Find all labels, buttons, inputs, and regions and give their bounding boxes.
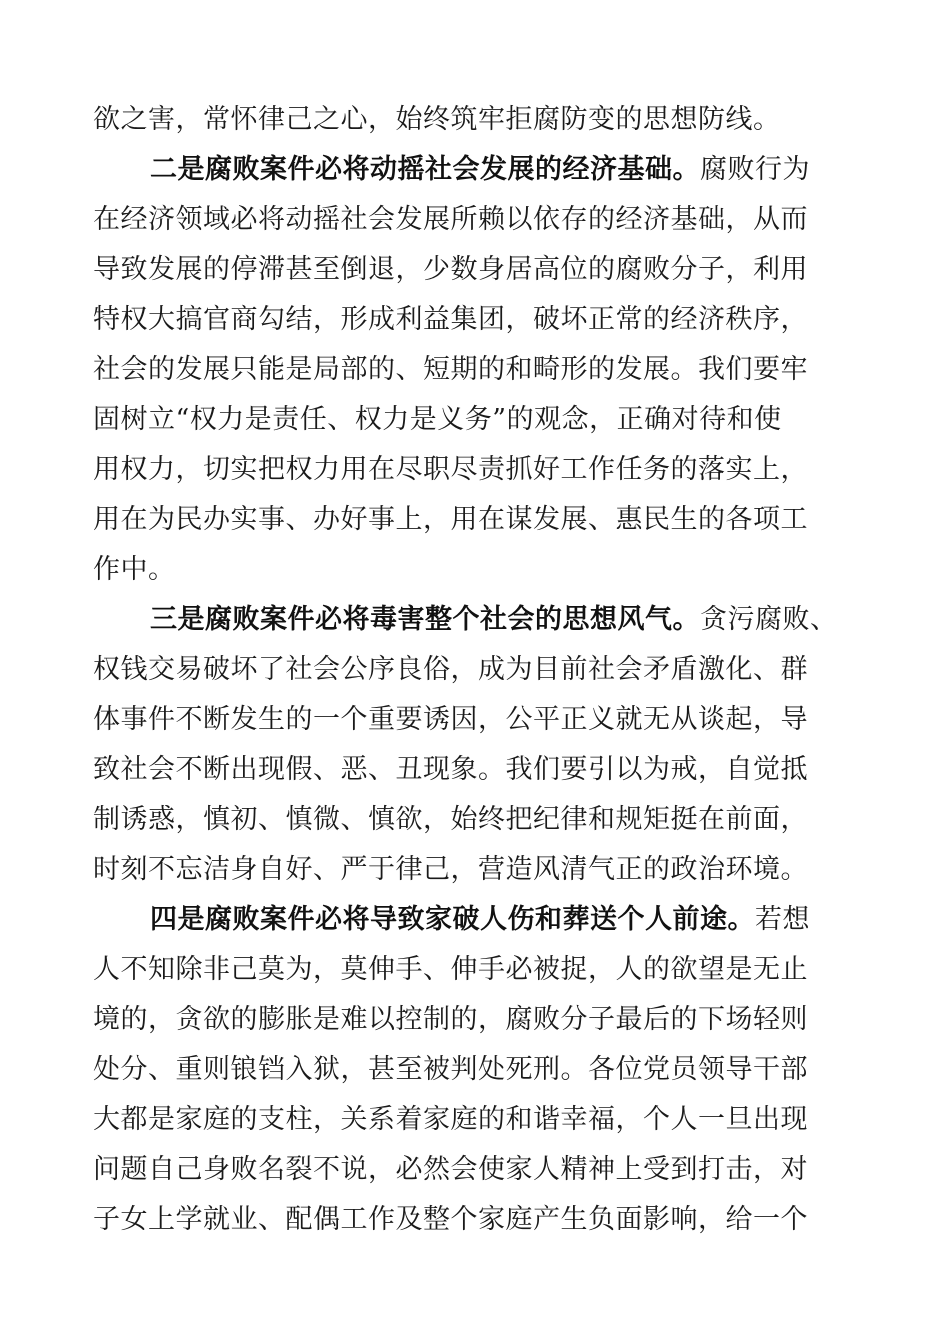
text-line: 致社会不断出现假、恶、丑现象。我们要引以为戒，自觉抵 xyxy=(93,754,808,785)
text-line: 作中。 xyxy=(93,554,176,585)
paragraph-first-line xyxy=(150,900,810,940)
text-line: 导致发展的停滞甚至倒退，少数身居高位的腐败分子，利用 xyxy=(93,254,808,285)
paragraph-heading: 四是腐败案件必将导致家破人伤和葬送个人前途。 xyxy=(150,904,755,935)
paragraph-text: 腐败行为 xyxy=(700,154,810,185)
paragraph-heading: 三是腐败案件必将毒害整个社会的思想风气。 xyxy=(150,604,700,635)
text-line: 大都是家庭的支柱，关系着家庭的和谐幸福，个人一旦出现 xyxy=(93,1104,808,1135)
paragraph-first-line xyxy=(150,600,838,640)
text-line: 欲之害，常怀律己之心，始终筑牢拒腐防变的思想防线。 xyxy=(93,104,781,135)
text-line: 时刻不忘洁身自好、严于律己，营造风清气正的政治环境。 xyxy=(93,854,808,885)
text-line: 固树立“权力是责任、权力是义务”的观念，正确对待和使 xyxy=(93,404,782,435)
text-line: 子女上学就业、配偶工作及整个家庭产生负面影响，给一个 xyxy=(93,1204,808,1235)
text-line: 体事件不断发生的一个重要诱因，公平正义就无从谈起，导 xyxy=(93,704,808,735)
text-line: 权钱交易破坏了社会公序良俗，成为目前社会矛盾激化、群 xyxy=(93,654,808,685)
text-line: 境的，贪欲的膨胀是难以控制的，腐败分子最后的下场轻则 xyxy=(93,1004,808,1035)
text-line: 人不知除非己莫为，莫伸手、伸手必被捉，人的欲望是无止 xyxy=(93,954,808,985)
paragraph-text: 若想 xyxy=(755,904,810,935)
text-line: 社会的发展只能是局部的、短期的和畸形的发展。我们要牢 xyxy=(93,354,808,385)
paragraph-text: 贪污腐败、 xyxy=(700,604,838,635)
text-line: 处分、重则锒铛入狱，甚至被判处死刑。各位党员领导干部 xyxy=(93,1054,808,1085)
text-line: 在经济领域必将动摇社会发展所赖以依存的经济基础，从而 xyxy=(93,204,808,235)
text-line: 用权力，切实把权力用在尽职尽责抓好工作任务的落实上， xyxy=(93,454,808,485)
text-line: 用在为民办实事、办好事上，用在谋发展、惠民生的各项工 xyxy=(93,504,808,535)
text-line: 特权大搞官商勾结，形成利益集团，破坏正常的经济秩序， xyxy=(93,304,808,335)
text-line: 问题自己身败名裂不说，必然会使家人精神上受到打击，对 xyxy=(93,1154,808,1185)
paragraph-first-line xyxy=(150,150,810,190)
paragraph-heading: 二是腐败案件必将动摇社会发展的经济基础。 xyxy=(150,154,700,185)
text-line: 制诱惑，慎初、慎微、慎欲，始终把纪律和规矩挺在前面， xyxy=(93,804,808,835)
